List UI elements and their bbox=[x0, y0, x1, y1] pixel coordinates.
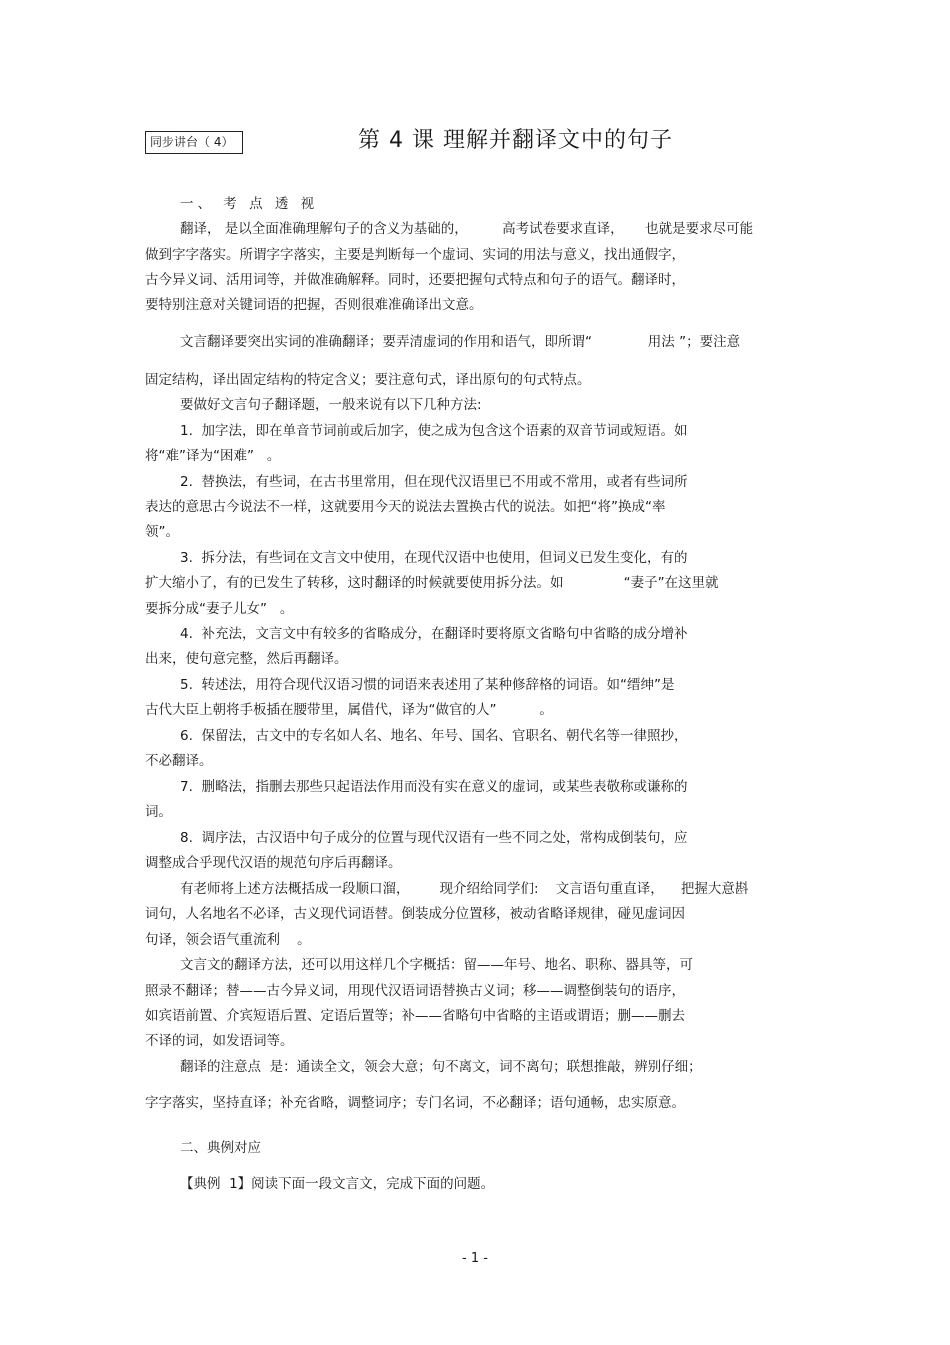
text-line-l33: 不译的词，如发语词等。 bbox=[145, 1033, 294, 1049]
text-line-l7: 固定结构，译出固定结构的特定含义；要注意句式，译出原句的句式特点。 bbox=[145, 372, 591, 388]
text-line-l3: 做到字字落实。所谓字字落实，主要是判断每一个虚词、实词的用法与意义，找出通假字， bbox=[145, 247, 685, 263]
text-line-l27: 有老师将上述方法概括成一段顺口溜， 现介绍给同学们: 文言语句重直译， 把握大意斟 bbox=[180, 881, 749, 897]
lesson-title: 第 4 课 理解并翻译文中的句子 bbox=[358, 128, 673, 153]
text-line-l10: 将“难”译为“困难” 。 bbox=[145, 448, 281, 464]
text-line-l35: 字字落实，坚持直译；补充省略，调整词序；专门名词，不必翻译；语句通畅，忠实原意。 bbox=[145, 1095, 685, 1111]
text-line-l14: 3. 拆分法，有些词在文言文中使用，在现代汉语中也使用，但词义已发生变化，有的 bbox=[180, 550, 688, 566]
text-line-l37: 【典例 1】阅读下面一段文言文，完成下面的问题。 bbox=[180, 1176, 495, 1192]
text-line-l29: 句译，领会语气重流利 。 bbox=[145, 932, 311, 948]
text-line-l24: 词。 bbox=[145, 804, 172, 820]
text-line-l36: 二、典例对应 bbox=[180, 1140, 261, 1156]
text-line-l18: 出来，使句意完整，然后再翻译。 bbox=[145, 651, 348, 667]
text-line-l26: 调整成合乎现代汉语的规范句序后再翻译。 bbox=[145, 855, 402, 871]
text-line-l5: 要特别注意对关键词语的把握，否则很难准确译出文意。 bbox=[145, 297, 483, 313]
text-line-l15: 扩大缩小了，有的已发生了转移，这时翻译的时候就要使用拆分法。如 “妻子”在这里就 bbox=[145, 575, 719, 591]
text-line-l19: 5. 转述法，用符合现代汉语习惯的词语来表述用了某种修辞格的词语。如“缙绅”是 bbox=[180, 677, 675, 693]
text-line-l4: 古今异义词、活用词等，并做准确解释。同时，还要把握句式特点和句子的语气。翻译时， bbox=[145, 272, 685, 288]
text-line-l16: 要拆分成“妻子儿女” 。 bbox=[145, 601, 294, 617]
text-line-l30: 文言文的翻译方法，还可以用这样几个字概括：留——年号、地名、职称、器具等，可 bbox=[180, 957, 693, 973]
page-number: - 1 - bbox=[462, 1251, 488, 1266]
lesson-tag: 同步讲台（ 4） bbox=[145, 131, 243, 154]
text-line-l20: 古代大臣上朝将手板插在腰带里，属借代，译为“做官的人” 。 bbox=[145, 702, 553, 718]
text-line-l28: 词句，人名地名不必译，古义现代词语替。倒装成分位置移，被动省略译规律，碰见虚词因 bbox=[145, 906, 685, 922]
text-line-l21: 6. 保留法，古文中的专名如人名、地名、年号、国名、官职名、朝代名等一律照抄， bbox=[180, 728, 688, 744]
text-line-l34: 翻译的注意点 是：通读全文，领会大意；句不离文，词不离句；联想推敲，辨别仔细； bbox=[180, 1059, 702, 1075]
text-line-l17: 4. 补充法，文言文中有较多的省略成分，在翻译时要将原文省略句中省略的成分增补 bbox=[180, 626, 688, 642]
text-line-l31: 照录不翻译；替——古今异义词，用现代汉语词语替换古义词；移——调整倒装句的语序， bbox=[145, 983, 685, 999]
text-line-l8: 要做好文言句子翻译题，一般来说有以下几种方法: bbox=[180, 397, 482, 413]
text-line-l9: 1. 加字法，即在单音节词前或后加字，使之成为包含这个语素的双音节词或短语。如 bbox=[180, 423, 688, 439]
text-line-l23: 7. 删略法，指删去那些只起语法作用而没有实在意义的虚词，或某些表敬称或谦称的 bbox=[180, 779, 688, 795]
text-line-l25: 8. 调序法，古汉语中句子成分的位置与现代汉语有一些不同之处，常构成倒装句，应 bbox=[180, 830, 688, 846]
text-line-l6: 文言翻译要突出实词的准确翻译；要弄清虚词的作用和语气，即所谓“ 用法 ”；要注意 bbox=[180, 334, 741, 350]
text-line-l11: 2. 替换法，有些词，在古书里常用，但在现代汉语里已不用或不常用，或者有些词所 bbox=[180, 474, 688, 490]
text-line-l2: 翻译， 是以全面准确理解句子的含义为基础的， 高考试卷要求直译， 也就是要求尽可能 bbox=[180, 221, 754, 237]
text-line-l22: 不必翻译。 bbox=[145, 753, 213, 769]
text-line-l13: 领”。 bbox=[145, 524, 179, 540]
text-line-l32: 如宾语前置、介宾短语后置、定语后置等；补——省略句中省略的主语或谓语；删——删去 bbox=[145, 1008, 685, 1024]
text-line-l1: 一、 考 点 透 视 bbox=[180, 196, 319, 212]
text-line-l12: 表达的意思古今说法不一样，这就要用今天的说法去置换古代的说法。如把“将”换成“率 bbox=[145, 499, 666, 515]
